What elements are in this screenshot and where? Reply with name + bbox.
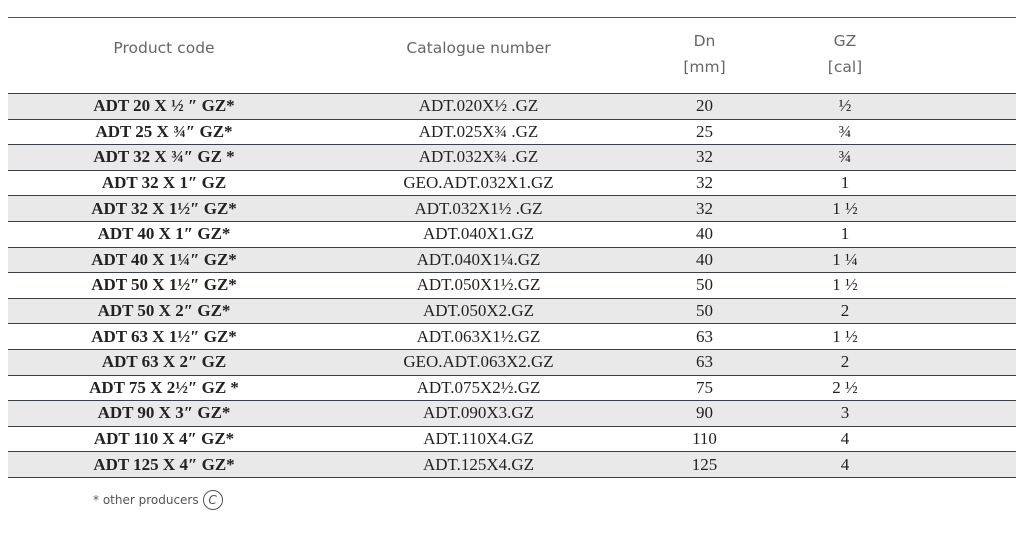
cell-product-code: ADT 110 X 4″ GZ* — [8, 426, 320, 452]
cell-spacer — [918, 196, 1016, 222]
cell-product-code: ADT 90 X 3″ GZ* — [8, 401, 320, 427]
cell-catalogue-number: ADT.025X¾ .GZ — [320, 119, 637, 145]
cell-product-code: ADT 32 X 1″ GZ — [8, 170, 320, 196]
cell-dn: 50 — [637, 273, 772, 299]
header-catalogue-number: Catalogue number — [406, 39, 551, 57]
cell-spacer — [918, 298, 1016, 324]
cell-spacer — [918, 426, 1016, 452]
cell-spacer — [918, 273, 1016, 299]
header-product-code: Product code — [113, 39, 215, 57]
table-row — [8, 145, 1016, 171]
table-row — [8, 324, 1016, 350]
table-row — [8, 401, 1016, 427]
cell-spacer — [918, 324, 1016, 350]
header-dn-label: Dn — [693, 32, 716, 50]
cell-catalogue-number: ADT.020X½ .GZ — [320, 94, 637, 120]
cell-spacer — [918, 94, 1016, 120]
cell-catalogue-number: ADT.040X1.GZ — [320, 221, 637, 247]
table-row — [8, 375, 1016, 401]
header-gz-unit: [cal] — [827, 58, 863, 76]
cell-spacer — [918, 349, 1016, 375]
cell-gz: 2 — [772, 298, 918, 324]
cell-catalogue-number: ADT.075X2½.GZ — [320, 375, 637, 401]
cell-dn: 20 — [637, 94, 772, 120]
cell-catalogue-number: ADT.050X2.GZ — [320, 298, 637, 324]
cell-product-code: ADT 20 X ½ ″ GZ* — [8, 94, 320, 120]
cell-gz: 4 — [772, 452, 918, 478]
cell-gz: 2 — [772, 349, 918, 375]
table-row — [8, 94, 1016, 120]
cell-gz: 1 — [772, 221, 918, 247]
cell-product-code: ADT 63 X 2″ GZ — [8, 349, 320, 375]
cell-product-code: ADT 32 X ¾″ GZ * — [8, 145, 320, 171]
cell-product-code: ADT 63 X 1½″ GZ* — [8, 324, 320, 350]
cell-dn: 32 — [637, 145, 772, 171]
table-row — [8, 221, 1016, 247]
header-spacer — [918, 18, 1016, 94]
table-row — [8, 119, 1016, 145]
cell-product-code: ADT 50 X 1½″ GZ* — [8, 273, 320, 299]
cell-dn: 110 — [637, 426, 772, 452]
cell-spacer — [918, 452, 1016, 478]
cell-catalogue-number: ADT.040X1¼.GZ — [320, 247, 637, 273]
table-row — [8, 273, 1016, 299]
cell-dn: 90 — [637, 401, 772, 427]
table-header — [8, 18, 1016, 94]
product-table — [8, 18, 1016, 478]
footnote-text: * other producers — [93, 493, 199, 507]
cell-catalogue-number: ADT.110X4.GZ — [320, 426, 637, 452]
footnote — [93, 490, 223, 510]
header-gz-label: GZ — [833, 32, 857, 50]
cell-dn: 63 — [637, 324, 772, 350]
cell-product-code: ADT 25 X ¾″ GZ* — [8, 119, 320, 145]
cell-spacer — [918, 170, 1016, 196]
table-row — [8, 298, 1016, 324]
cell-product-code: ADT 75 X 2½″ GZ * — [8, 375, 320, 401]
cell-dn: 32 — [637, 170, 772, 196]
cell-dn: 40 — [637, 247, 772, 273]
cell-catalogue-number: ADT.032X¾ .GZ — [320, 145, 637, 171]
header-dn-unit: [mm] — [683, 58, 726, 76]
cell-catalogue-number: ADT.050X1½.GZ — [320, 273, 637, 299]
cell-product-code: ADT 50 X 2″ GZ* — [8, 298, 320, 324]
cell-catalogue-number: GEO.ADT.063X2.GZ — [320, 349, 637, 375]
table-row — [8, 452, 1016, 478]
cell-dn: 63 — [637, 349, 772, 375]
cell-catalogue-number: ADT.032X1½ .GZ — [320, 196, 637, 222]
cell-dn: 40 — [637, 221, 772, 247]
cell-gz: 3 — [772, 401, 918, 427]
cell-dn: 50 — [637, 298, 772, 324]
cell-gz: 2 ½ — [772, 375, 918, 401]
cell-spacer — [918, 221, 1016, 247]
cell-catalogue-number: ADT.125X4.GZ — [320, 452, 637, 478]
cell-gz: ¾ — [772, 119, 918, 145]
cell-gz: 1 — [772, 170, 918, 196]
cell-product-code: ADT 40 X 1″ GZ* — [8, 221, 320, 247]
table-body — [8, 94, 1016, 478]
cell-spacer — [918, 119, 1016, 145]
cell-product-code: ADT 40 X 1¼″ GZ* — [8, 247, 320, 273]
table-row — [8, 170, 1016, 196]
cell-catalogue-number: GEO.ADT.032X1.GZ — [320, 170, 637, 196]
cell-dn: 32 — [637, 196, 772, 222]
cell-gz: ½ — [772, 94, 918, 120]
cell-spacer — [918, 401, 1016, 427]
table-row — [8, 247, 1016, 273]
cell-spacer — [918, 247, 1016, 273]
table-row — [8, 196, 1016, 222]
header-dn — [637, 18, 772, 94]
header-gz — [772, 18, 918, 94]
cell-product-code: ADT 32 X 1½″ GZ* — [8, 196, 320, 222]
table-row — [8, 349, 1016, 375]
cell-catalogue-number: ADT.063X1½.GZ — [320, 324, 637, 350]
cell-gz: 4 — [772, 426, 918, 452]
cell-gz: 1 ½ — [772, 196, 918, 222]
cell-spacer — [918, 145, 1016, 171]
cell-gz: 1 ½ — [772, 273, 918, 299]
cell-gz: ¾ — [772, 145, 918, 171]
cell-product-code: ADT 125 X 4″ GZ* — [8, 452, 320, 478]
circled-c-icon: C — [203, 490, 223, 510]
cell-spacer — [918, 375, 1016, 401]
cell-dn: 125 — [637, 452, 772, 478]
cell-dn: 25 — [637, 119, 772, 145]
cell-gz: 1 ¼ — [772, 247, 918, 273]
cell-dn: 75 — [637, 375, 772, 401]
table-row — [8, 426, 1016, 452]
cell-gz: 1 ½ — [772, 324, 918, 350]
cell-catalogue-number: ADT.090X3.GZ — [320, 401, 637, 427]
